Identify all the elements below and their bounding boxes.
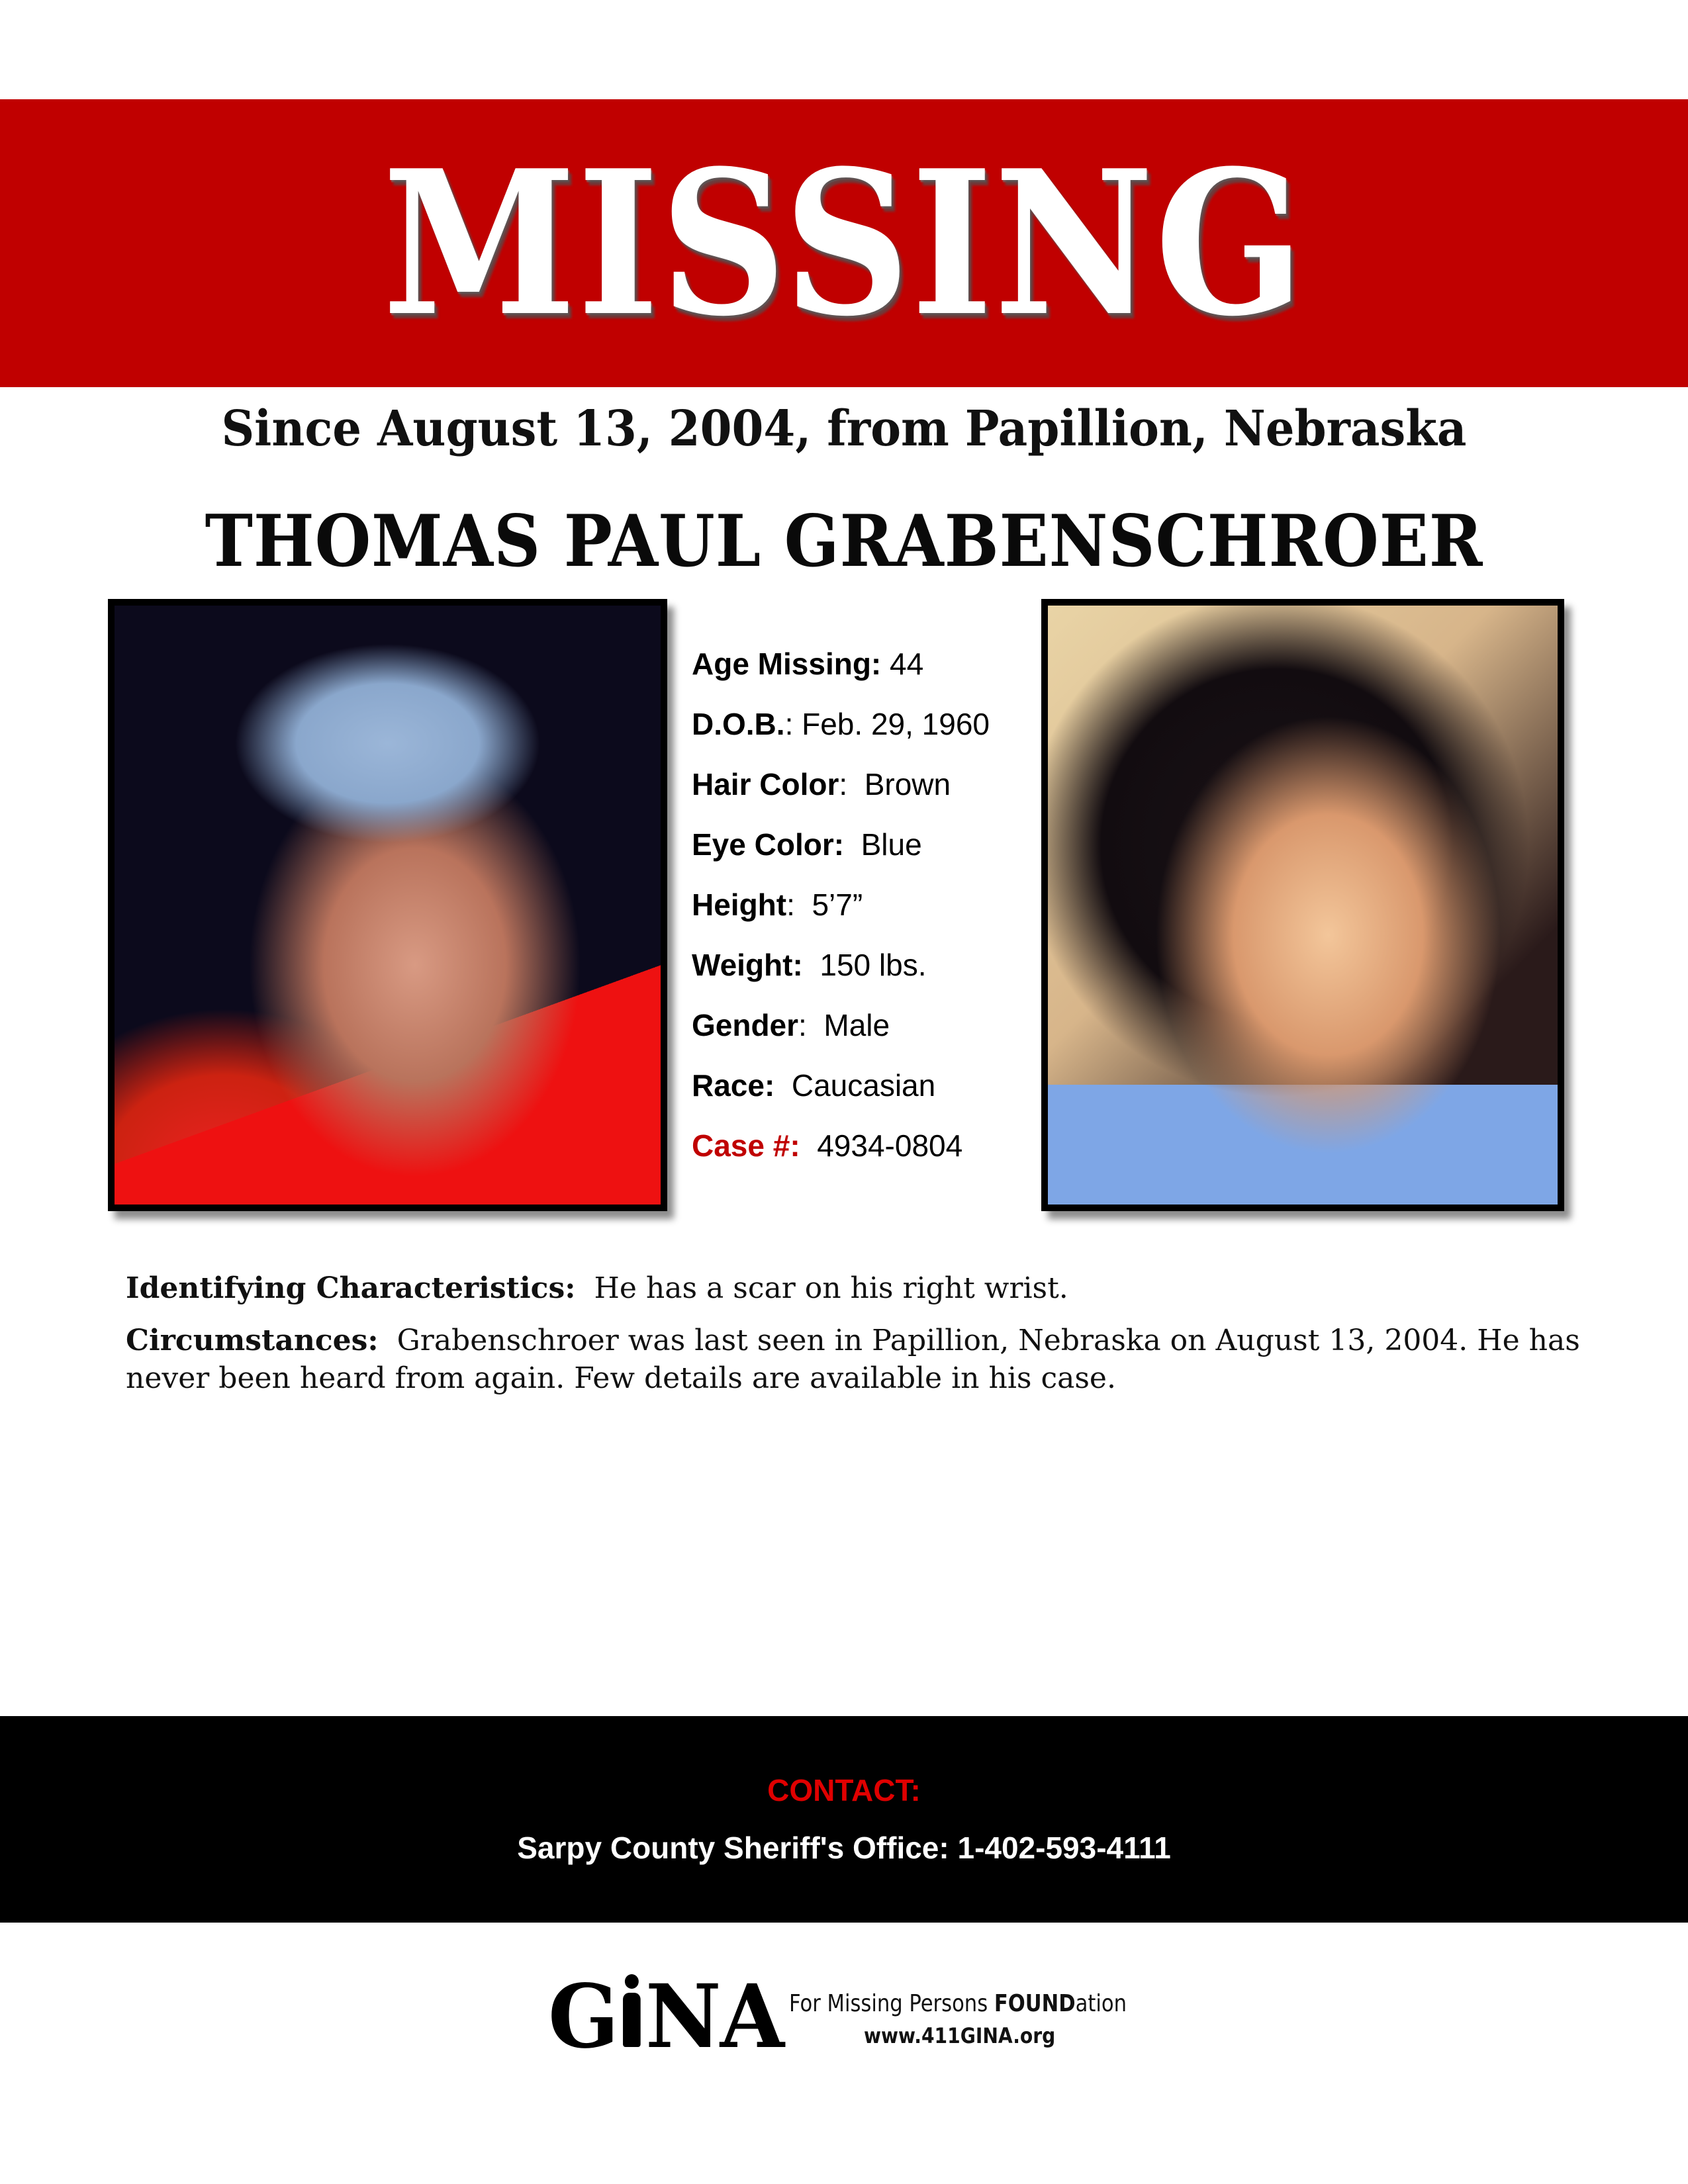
person-photo-left bbox=[108, 599, 667, 1211]
info-value: Male bbox=[806, 1008, 890, 1042]
identifying-text: He has a scar on his right wrist. bbox=[594, 1271, 1068, 1305]
logo-letter-g: G bbox=[548, 1966, 618, 2068]
person-info-list bbox=[692, 641, 1036, 1183]
info-gender bbox=[692, 1002, 1036, 1062]
info-value: 5’7” bbox=[794, 887, 863, 922]
info-label-suffix: : bbox=[784, 707, 794, 741]
circumstances bbox=[126, 1322, 1582, 1397]
person-name: THOMAS PAUL GRABENSCHROER bbox=[205, 500, 1483, 583]
logo-letters-na: NA bbox=[645, 1966, 784, 2068]
contact-bar bbox=[0, 1716, 1688, 1923]
info-value: 150 lbs. bbox=[802, 948, 927, 982]
logo-tagline bbox=[789, 1990, 1127, 2017]
gina-foundation-logo bbox=[543, 1966, 1192, 2068]
info-label: D.O.B. bbox=[692, 707, 785, 741]
info-label: Height bbox=[692, 887, 787, 922]
info-value: 44 bbox=[881, 647, 924, 681]
info-height bbox=[692, 882, 1036, 942]
contact-label: CONTACT: bbox=[767, 1773, 921, 1807]
identifying-characteristics bbox=[126, 1269, 1582, 1307]
info-race bbox=[692, 1062, 1036, 1122]
info-label: Hair Color bbox=[692, 767, 839, 801]
info-label: Race: bbox=[692, 1068, 775, 1103]
info-label-suffix: : bbox=[839, 767, 848, 801]
info-label-suffix: : bbox=[798, 1008, 807, 1042]
contact-phone: Sarpy County Sheriff's Office: 1-402-593-4111 bbox=[517, 1831, 1171, 1865]
identifying-label: Identifying Characteristics: bbox=[126, 1271, 576, 1305]
info-eye-color bbox=[692, 821, 1036, 882]
person-photo-right bbox=[1041, 599, 1564, 1211]
info-value: Blue bbox=[844, 827, 922, 862]
info-value: Feb. 29, 1960 bbox=[793, 707, 990, 741]
info-weight bbox=[692, 942, 1036, 1002]
info-value: Brown bbox=[847, 767, 951, 801]
circumstances-label: Circumstances: bbox=[126, 1324, 379, 1357]
info-case-number bbox=[692, 1122, 1036, 1183]
info-hair-color bbox=[692, 761, 1036, 821]
info-dob bbox=[692, 701, 1036, 761]
info-label: Weight: bbox=[692, 948, 803, 982]
tagline-prefix: For Missing Persons bbox=[789, 1990, 994, 2017]
info-label: Eye Color: bbox=[692, 827, 845, 862]
person-figure-icon bbox=[619, 1981, 644, 2047]
info-label: Case #: bbox=[692, 1128, 800, 1163]
tagline-bold: FOUND bbox=[994, 1990, 1076, 2017]
info-value: 4934-0804 bbox=[800, 1128, 963, 1163]
missing-banner bbox=[0, 99, 1688, 387]
missing-title: MISSING bbox=[383, 126, 1305, 360]
info-age-missing bbox=[692, 641, 1036, 701]
info-value: Caucasian bbox=[774, 1068, 936, 1103]
tagline-suffix: ation bbox=[1075, 1990, 1127, 2017]
case-details bbox=[126, 1269, 1582, 1412]
circumstances-text: Grabenschroer was last seen in Papillion, Nebraska on August 13, 2004. He has never been heard from again. Few details are available in his case. bbox=[126, 1324, 1580, 1395]
info-label: Gender bbox=[692, 1008, 799, 1042]
missing-since-subtitle: Since August 13, 2004, from Papillion, Nebraska bbox=[221, 400, 1467, 457]
gina-logo-mark bbox=[548, 1966, 784, 2068]
info-label: Age Missing: bbox=[692, 647, 882, 681]
info-label-suffix: : bbox=[786, 887, 795, 922]
logo-url: www.411GINA.org bbox=[864, 2023, 1056, 2048]
